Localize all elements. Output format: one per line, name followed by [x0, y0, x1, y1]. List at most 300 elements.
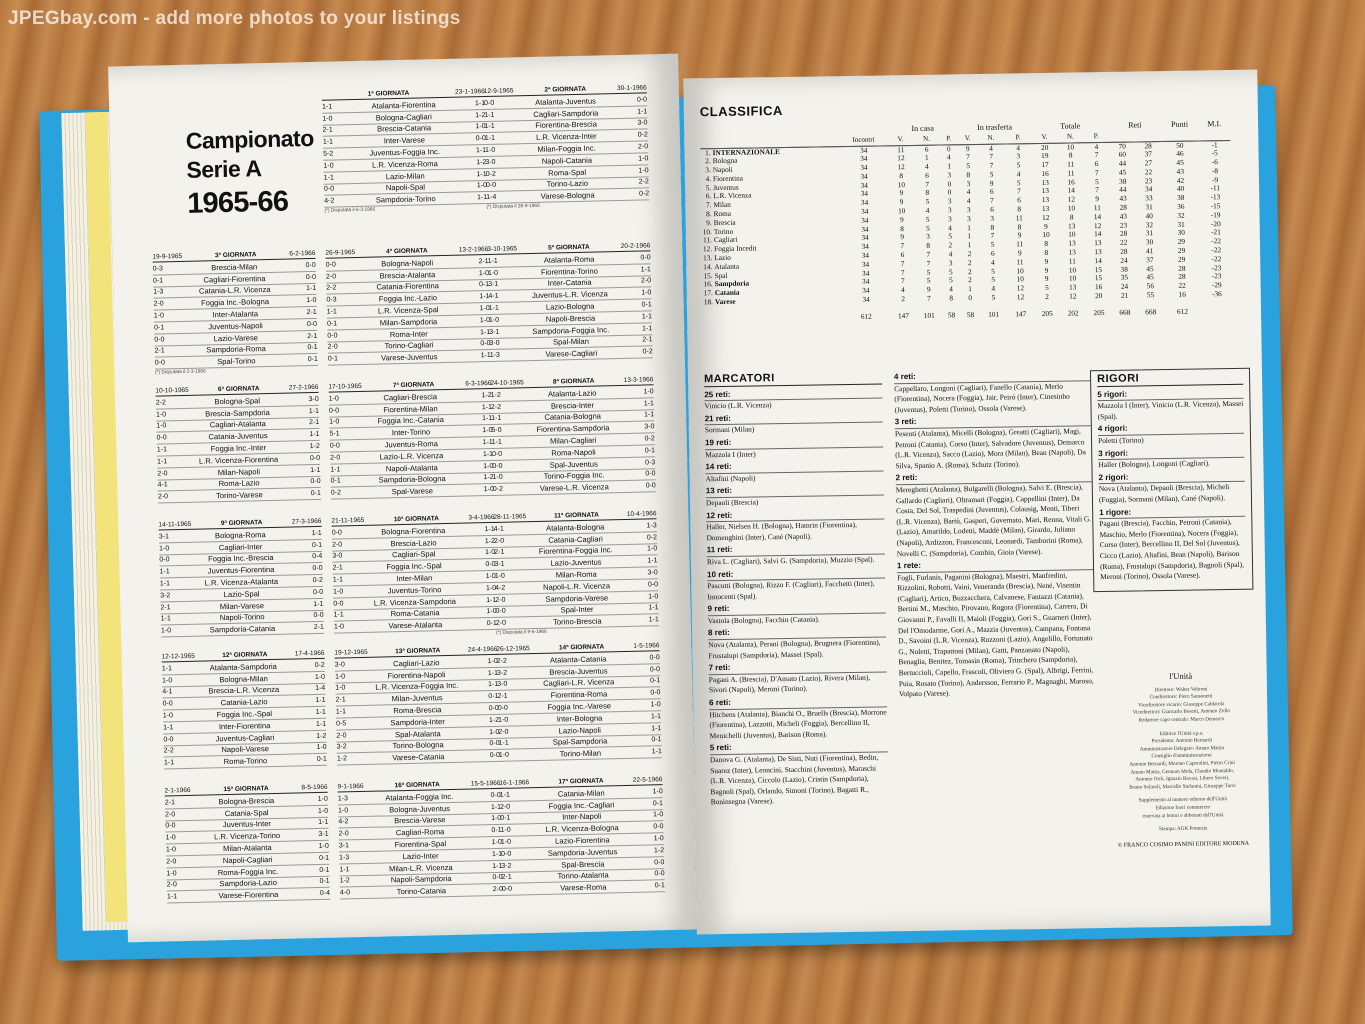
standings-cell: 34 [860, 171, 868, 181]
standings-cell: 6. [705, 191, 712, 201]
match-teams: Fiorentina-Brescia [535, 119, 597, 131]
header-in-casa: In casa [911, 123, 934, 133]
standings-cell: 10. [702, 226, 712, 236]
standings-cell: 0 [968, 293, 973, 303]
team-name: Napoli [712, 164, 733, 175]
colophon-line: Amato Mattia, Gennaro Mola, Claudio Montaldo, [1130, 767, 1235, 776]
return-leg-score: 0-1 [311, 541, 323, 549]
standings-cell: 28 [1119, 202, 1127, 212]
first-leg-score: 1-0 [162, 712, 174, 720]
round-name: 2ª GIORNATA [544, 85, 587, 94]
match-teams: Catania-Cagliari [548, 534, 603, 545]
standings-cell: 60 [1118, 149, 1127, 160]
match-teams: Lazio-Juventus [550, 557, 602, 568]
first-leg-score: 0-2 [330, 489, 342, 497]
standings-cell: 44 [1118, 158, 1127, 168]
return-leg-score: 1-1 [651, 724, 662, 733]
first-leg-score: 2-2 [155, 399, 166, 407]
match-teams: Torino-Lazio [546, 179, 589, 190]
standings-cell: -22 [1211, 253, 1222, 264]
first-leg-score: 3-0 [334, 661, 345, 669]
header-col: P. [1083, 131, 1109, 142]
group-names: Depaoli (Brescia) [705, 497, 759, 508]
first-leg-score: 1-1 [322, 103, 333, 111]
first-leg-score: 0-0 [325, 261, 336, 269]
totals-cell: 58 [966, 309, 975, 319]
return-leg-score: 1-0 [317, 807, 329, 815]
round-name: 13ª GIORNATA [395, 647, 441, 656]
group-heading: 4 reti: [894, 369, 1090, 384]
standings-cell: 5 [991, 275, 996, 285]
standings-cell: 7 [926, 249, 931, 259]
standings-cell: 5 [949, 275, 953, 285]
first-leg-score: 4-1 [488, 293, 499, 301]
standings-cell: 6 [924, 144, 929, 154]
standings-cell: 9 [1044, 274, 1049, 284]
header-in-trasferta: In trasferta [977, 122, 1013, 132]
round-name: 8ª GIORNATA [552, 377, 595, 386]
standings-cell: 1 [967, 240, 972, 250]
marcatori-title: MARCATORI [704, 371, 882, 386]
standings-cell: 12 [897, 153, 905, 163]
team-name: Catania [714, 287, 740, 298]
left-page [108, 54, 698, 943]
standings-cell: 7 [900, 276, 905, 286]
standings-cell: 2 [967, 266, 972, 276]
totals-cell: 58 [947, 310, 956, 320]
standings-cell: 50 [1176, 140, 1184, 150]
standings-cell: 23 [1119, 220, 1128, 230]
standings-cell: 5 [966, 161, 971, 171]
colophon-line: Consiglio d'amministrazione: [1151, 752, 1213, 760]
first-leg-score: 3-1 [158, 533, 170, 541]
match-teams: Milan-Napoli [217, 466, 261, 477]
return-leg-score: 1-0 [318, 842, 329, 851]
standings-cell: 4 [989, 143, 993, 153]
return-leg-score: 0-2 [638, 190, 650, 198]
round-name: 5ª GIORNATA [548, 243, 590, 252]
first-leg-score: 0-0 [495, 608, 506, 616]
return-leg-score: 1-1 [484, 525, 495, 534]
standings-cell: 5 [948, 267, 953, 277]
standings-cell: 9. [706, 218, 712, 228]
standings-cell: 13 [1041, 186, 1050, 196]
first-leg-score: 1-0 [487, 269, 499, 277]
round-note: (*) Disputata il 28-9-1966 [486, 203, 540, 211]
rigori-box [1090, 368, 1253, 592]
return-leg-score: 1-1 [643, 411, 655, 419]
match-row [490, 347, 653, 362]
first-leg-score: 1-0 [333, 588, 344, 596]
header-col: V. [888, 134, 914, 145]
standings-cell: 13 [1094, 247, 1102, 257]
match-row [328, 350, 491, 365]
return-leg-score: 1-2 [481, 391, 492, 400]
team-name: Foggia Incedit [714, 243, 757, 254]
standings-cell: 8 [990, 222, 995, 232]
colophon-line: Presidente: Antonio Bernardi [1151, 737, 1213, 745]
team-name: Sampdoria [714, 279, 750, 289]
match-teams: Spal-Milan [552, 337, 590, 348]
standings-cell: 10 [1066, 141, 1075, 152]
standings-cell: 11 [1067, 168, 1075, 178]
return-leg-score: 0-3 [645, 458, 656, 467]
return-leg-score: 1-1 [643, 399, 654, 408]
return-leg-score: 2-1 [306, 308, 317, 317]
group-heading: 10 reti: [707, 567, 885, 581]
return-leg-score: 0-0 [306, 320, 318, 329]
first-leg-score: 1-0 [500, 826, 511, 835]
standings-cell: 5 [925, 196, 930, 207]
return-leg-score: 0-1 [651, 736, 662, 744]
standings-cell: 11 [1093, 203, 1101, 213]
first-leg-score: 4-0 [339, 889, 351, 897]
group-names: Nova (Atalanta), Perani (Bologna), Brugnera (Fiorentina), Frustalupi (Sampdoria), Massei (Spal). [708, 637, 881, 660]
first-leg-score: 1-1 [326, 308, 337, 316]
round-name: 14ª GIORNATA [558, 643, 605, 652]
header-col: N. [1057, 131, 1083, 142]
match-teams: Sampdoria-Torino [375, 194, 436, 205]
return-leg-score: 1-1 [313, 600, 324, 608]
group-names: Sormani (Milan) [704, 424, 755, 435]
match-teams: Atalanta-Bologna [545, 522, 605, 533]
first-leg-score: 2-1 [335, 696, 346, 704]
standings-cell: 2 [968, 275, 972, 285]
first-leg-score: 1-3 [339, 854, 350, 862]
standings-cell: 7 [900, 241, 905, 251]
colophon-line: Bruno Solaroli, Marcello Stefanini, Giuseppe Turci [1129, 782, 1236, 791]
return-leg-score: 0-2 [644, 435, 655, 443]
title-line-1: Campionato [185, 124, 314, 154]
first-leg-score: 1-3 [337, 795, 349, 803]
round-date-return-leg: 13-3-1966 [623, 376, 654, 384]
return-leg-score: 0-0 [649, 665, 661, 674]
match-teams: Spal-Inter [560, 605, 594, 615]
standings-cell: 43 [1119, 211, 1128, 221]
first-leg-score: 2-0 [329, 454, 341, 462]
first-leg-score: 2-0 [157, 470, 168, 478]
first-leg-score: 2-0 [153, 300, 164, 308]
standings-cell: 6 [990, 204, 994, 214]
standings-cell: 44 [1119, 185, 1127, 195]
match-teams: Cagliari-Brescia [383, 392, 438, 403]
match-teams: Roma-Brescia [393, 705, 442, 716]
team-name: Varese [714, 296, 736, 307]
group-heading: 12 reti: [706, 508, 884, 522]
round-date-return-leg: 15-5-1966 [470, 779, 501, 788]
match-teams: Cagliari-Atalanta [209, 419, 266, 430]
match-teams: Sampdoria-Juventus [547, 847, 618, 858]
match-teams: Bologna-Fiorentina [381, 525, 446, 537]
first-leg-score: 0-0 [162, 700, 173, 708]
group-heading: 25 reti: [704, 387, 882, 401]
standings-cell: 9 [1043, 221, 1048, 231]
group-names: Pagani (Brescia), Facchin, Petroni (Catania), Maschio, Merlo (Fiorentina), Nocera (Foggia), Corso (Inter), Bercellino II, Del Sol (Juventus), Cicco (Lazio), Altafini, Bean (Napoli), Barison (Roma), Frustalupi (Sampdoria), Bagnoli (Spal), Meroni (Torino), Ossola (Varese). [1099, 517, 1244, 582]
return-leg-score: 1-0 [487, 657, 498, 666]
group-heading: 3 rigori: [1098, 446, 1244, 460]
header-col: N. [977, 133, 1004, 144]
round-date-return-leg: 6-2-1966 [289, 249, 316, 258]
return-leg-score: 1-1 [311, 529, 322, 537]
match-teams: Napoli-Catania [541, 155, 593, 166]
totals-cell: 147 [1015, 309, 1027, 319]
match-round [496, 642, 662, 762]
round-date-first-leg: 2-1-1966 [164, 786, 191, 795]
return-leg-score: 0-2 [642, 348, 653, 356]
match-teams: Torino-Catania [396, 886, 447, 897]
match-teams: Foggia Inc.-Inter [210, 443, 267, 454]
totals-cell: 147 [897, 310, 909, 321]
round-name: 4ª GIORNATA [386, 247, 428, 256]
standings-cell: 31 [1145, 202, 1153, 212]
round-note: (*) Disputata il 6-3-1966 [324, 207, 376, 214]
classifica-title: CLASSIFICA [699, 103, 783, 120]
standings-cell: 11 [1068, 256, 1076, 266]
rigori-title: RIGORI [1097, 372, 1243, 387]
group-names: Haller (Bologna), Longoni (Cagliari). [1098, 458, 1210, 470]
standings-cell: 28 [1178, 272, 1186, 282]
standings-cell: 6 [925, 170, 929, 180]
standings-cell: 12 [1093, 220, 1102, 230]
match-teams: Cagliari-Inter [218, 541, 263, 552]
first-leg-score: 1-0 [334, 673, 346, 681]
return-leg-score: 1-3 [646, 522, 657, 530]
totals-cell: 612 [860, 311, 872, 321]
standings-cell: 9 [1017, 248, 1022, 258]
group-names: Pagani A. (Brescia), D'Amato (Lazio), Rivera (Milan), Sivori (Napoli), Meroni (Torino). [708, 672, 871, 695]
return-leg-score: 1-0 [483, 462, 494, 470]
totals-spacer [1201, 299, 1233, 316]
standings-cell: 13 [1094, 238, 1102, 248]
standings-cell: 29 [1177, 245, 1186, 255]
first-leg-score: 4-1 [157, 481, 168, 490]
group-heading: 7 reti: [709, 661, 887, 675]
standings-cell: 7 [900, 258, 905, 269]
group-names: Vinicio (L.R. Vicenza) [704, 400, 772, 411]
match-round [490, 376, 656, 496]
match-teams: L.R. Vicenza-Bologna [545, 823, 619, 835]
first-leg-score: 2-0 [157, 493, 169, 501]
match-teams: Juventus-Foggia Inc. [369, 147, 441, 158]
return-leg-score: 1-0 [641, 289, 652, 297]
return-leg-score: 1-2 [476, 158, 487, 167]
match-teams: Spal-Brescia [561, 859, 605, 870]
return-leg-score: 0-1 [644, 447, 656, 455]
return-leg-score: 2-0 [640, 277, 652, 286]
standings-cell: 10 [1042, 230, 1050, 240]
standings-cell: 3 [990, 213, 995, 223]
first-leg-score: 0-0 [328, 407, 340, 415]
round-name: 3ª GIORNATA [214, 251, 257, 260]
first-leg-score: 5-1 [329, 430, 340, 438]
standings-cell: 23 [1144, 175, 1153, 186]
group-names: Hitchens (Atalanta), Bianchi O., Bruells (Brescia), Morrone (Fiorentina), Lazzotti, Micheli (Foggia), Bercellino II, Menichelli (Juventus), Barison (Roma). [709, 707, 887, 741]
match-teams: Bologna-Cagliari [375, 111, 433, 123]
return-leg-score: 1-1 [309, 431, 320, 439]
standings-cell: 1 [967, 231, 972, 241]
round-date-first-leg: 24-10-1965 [490, 379, 524, 387]
return-leg-score: 1-0 [491, 838, 502, 847]
first-leg-score: 2-1 [154, 347, 165, 356]
first-leg-score: 0-0 [165, 822, 176, 830]
round-date-first-leg: 14-11-1965 [158, 520, 192, 529]
standings-cell: 34 [862, 294, 870, 304]
return-leg-score: 1-1 [486, 596, 497, 604]
standings-cell: 38 [1119, 176, 1127, 186]
group-names: Mereghetti (Atalanta), Bulgarelli (Bologna), Salvi E. (Brescia), Gallardo (Cagliari), Oltramari (Foggia), Cappellini (Inter), Da Costa, Del Sol, Traspedini (Juventus), Colausig, Menti, Tiberi (L.R. Vicenza), Bartù, Gasperi, Governato, Mari, Renna, Vitali G. (Lazio), Amarildo, Lodetti, Maddè (Milan), Girardo, Juliano (Napoli), Ardizzon, Francesconi, Leonardi, Tamborini (Roma), Novelli C. (Sampdoria), Combin, Gioia (Varese). [895, 482, 1092, 558]
match-teams: Milan-Sampdoria [379, 317, 438, 328]
match-teams: Catania-L.R. Vicenza [198, 285, 271, 297]
match-teams: Brescia-Milan [211, 262, 258, 273]
standings-cell: 6 [1094, 159, 1099, 169]
standings-cell: 3 [947, 196, 952, 206]
match-teams: Spal-Juventus [549, 459, 598, 470]
round-date-return-leg: 8-5-1966 [301, 783, 328, 792]
standings-cell: 28 [1178, 263, 1186, 273]
marcatori-list-continued [894, 369, 1095, 700]
standings-cell: 15 [1094, 273, 1103, 283]
standings-cell: 15. [703, 270, 713, 280]
standings-cell: 8 [949, 293, 954, 303]
standings-cell: 8 [1017, 221, 1022, 231]
match-teams: Roma-Catania [390, 608, 440, 619]
return-leg-score: 0-1 [318, 854, 330, 862]
match-teams: Catania-Spal [224, 807, 269, 818]
first-leg-score: 3-0 [332, 552, 343, 561]
colophon-line: Redattore capo centrale: Marco Demarco [1138, 716, 1225, 724]
match-teams: Varese-Catania [392, 752, 445, 763]
standings-cell: 4 [990, 257, 995, 267]
header-col: N. [913, 134, 939, 145]
round-date-first-leg: 10-10-1965 [155, 386, 189, 395]
match-teams: L.R. Vicenza-Inter [535, 131, 597, 143]
standings-cell: 15 [1094, 264, 1103, 274]
group-names: Cappellaro, Longoni (Cagliari), Fanello (Catania), Merlo (Fiorentina), Nocera (Foggia), Jair, Peiró (Inter), Cinesinho (Juventus), Poletti (Torino), Ossola (Varese). [894, 381, 1070, 415]
colophon-line: Edizione fuori commercio [1155, 804, 1211, 812]
match-round [328, 380, 494, 500]
title-line-2: Serie A [186, 155, 262, 184]
match-teams: Bologna-Milan [219, 673, 268, 684]
championship-title [186, 124, 316, 223]
return-leg-score: 1-2 [316, 732, 327, 740]
standings-cell: 4. [705, 174, 712, 184]
first-leg-score: 2-0 [166, 858, 177, 866]
match-teams: Foggia Inc.-Cagliari [548, 799, 615, 811]
match-teams: Napoli-Spal [385, 182, 426, 193]
standings-cell: 7 [925, 179, 930, 189]
first-leg-score: 0-1 [330, 477, 341, 486]
first-leg-score: 1-2 [490, 391, 501, 399]
match-teams: Napoli-Brescia [545, 313, 596, 324]
return-leg-score: 0-1 [310, 490, 321, 498]
first-leg-score: 1-1 [322, 138, 334, 147]
match-teams: Bologna-Spal [214, 396, 261, 407]
standings-cell: -8 [1211, 166, 1219, 176]
totals-spacer [703, 307, 714, 324]
return-leg-score: 1-0 [638, 155, 649, 163]
team-name: Bologna [712, 156, 738, 166]
standings-cell: 24 [1120, 281, 1129, 291]
return-leg-score: 0-0 [654, 870, 665, 878]
team-name: L.R. Vicenza [713, 190, 752, 201]
match-teams: Juventus-Torino [387, 585, 442, 596]
match-teams: Milan-Juventus [391, 693, 443, 704]
return-leg-score: 0-0 [309, 454, 321, 462]
standings-cell: 7. [705, 200, 712, 210]
standings-cell: 34 [860, 197, 869, 208]
totals-cell: 202 [1067, 308, 1079, 318]
team-name: Brescia [713, 217, 736, 227]
match-teams: Torino-Atalanta [557, 870, 609, 882]
match-teams: Atalanta-Sampdoria [209, 661, 277, 673]
match-teams: Atalanta-Foggia Inc. [385, 791, 454, 803]
standings-cell: 21 [1120, 290, 1129, 300]
match-teams: Inter-Varese [383, 135, 426, 146]
standings-cell: 1 [967, 222, 971, 232]
standings-cell: 34 [860, 206, 869, 216]
standings-cell: 30 [1145, 237, 1154, 247]
return-leg-score: 1-2 [653, 847, 665, 855]
standings-cell: 27 [1144, 158, 1153, 168]
round-date-first-leg: 9-1-1966 [337, 782, 364, 791]
first-leg-score: 1-0 [497, 716, 509, 724]
standings-cell: 45 [1176, 157, 1184, 167]
standings-cell: 11 [1016, 257, 1024, 267]
colophon [1111, 672, 1254, 850]
standings-cell: 14 [1094, 255, 1102, 265]
standings-cell: 8 [966, 169, 971, 180]
standings-cell: -9 [1212, 174, 1219, 184]
first-leg-score: 1-0 [492, 474, 503, 482]
round-date-return-leg: 30-1-1966 [617, 84, 647, 93]
return-leg-score: 1-0 [652, 788, 663, 796]
standings-cell: 12 [897, 162, 905, 172]
match-teams: Lazio-L.R. Vicenza [379, 450, 444, 462]
match-teams: Lazio-Napoli [558, 725, 602, 736]
round-date-first-leg: 26-12-1965 [496, 645, 530, 653]
standings-cell: -23 [1211, 262, 1222, 272]
match-round [499, 776, 665, 896]
return-leg-score: 0-0 [636, 96, 648, 104]
match-teams: Foggia Inc.-Brescia [208, 553, 274, 564]
first-leg-score: 2-1 [494, 549, 505, 557]
return-leg-score: 0-0 [650, 689, 661, 697]
standings-cell: 3 [947, 170, 952, 180]
standings-cell: 16 [1041, 168, 1049, 178]
standings-cell: 14 [1067, 185, 1075, 196]
return-leg-score: 1-1 [648, 604, 659, 612]
standings-cell: 40 [1145, 211, 1153, 221]
round-name: 1ª GIORNATA [367, 89, 410, 98]
standings-cell: 3. [705, 165, 711, 175]
standings-cell: 7 [990, 195, 994, 206]
standings-cell: 13 [1041, 203, 1050, 214]
return-leg-score: 0-1 [319, 878, 330, 886]
standings-cell: 37 [1146, 255, 1154, 265]
standings-cell: 31 [1145, 228, 1154, 238]
group-heading: 21 reti: [705, 411, 883, 425]
team-name: Lazio [714, 252, 731, 263]
standings-cell: 9 [1044, 265, 1049, 275]
standings-cell: 34 [861, 268, 870, 278]
first-leg-score: 1-0 [498, 751, 510, 760]
round-date-return-leg: 17-4-1966 [294, 649, 325, 658]
first-leg-score: 3-2 [160, 592, 171, 600]
return-leg-score: 1-1 [315, 697, 326, 705]
first-leg-score: 0-2 [492, 485, 504, 494]
return-leg-score: 2-1 [642, 336, 653, 344]
first-leg-score: 2-0 [338, 830, 349, 838]
